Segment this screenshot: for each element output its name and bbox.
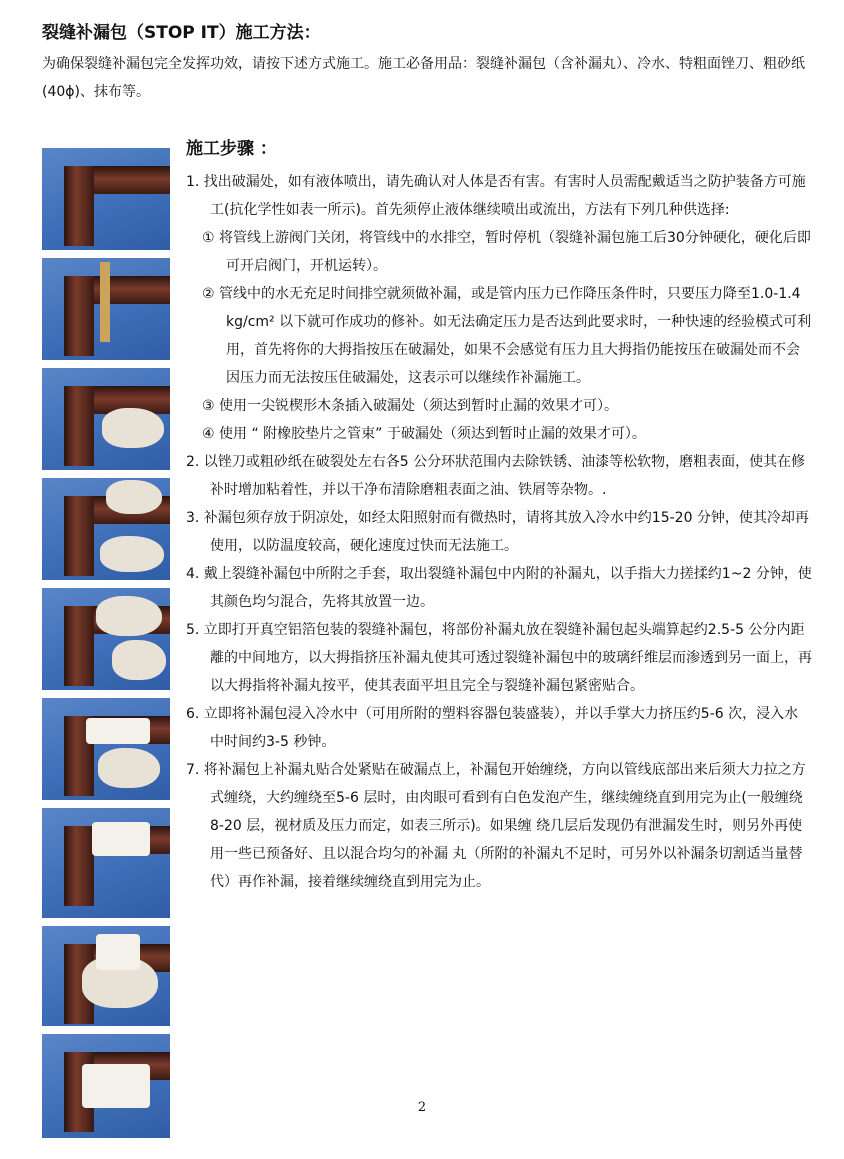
page-number: 2 (417, 1100, 427, 1115)
step-7: 7. 将补漏包上补漏丸贴合处紧贴在破漏点上，补漏包开始缠绕，方向以管线底部出来后须大力拉之方式缠绕，大约缠绕至5-6 层时，由肉眼可看到有白色发泡产生，继续缠绕直到用完为止(一般缠绕 8-20 层，视材质及压力而定，如表三所示)。如果缠 绕几层后发现仍有泄漏发生时，则另外再使用一些已预备好、且以混合均匀的补漏 丸（所附的补漏丸不足时，可另外以补漏条切割适当量替代）再作补漏，接着继续缠绕直到用完为止。 (186, 762, 806, 890)
step-photo-2 (42, 258, 170, 360)
step-photo-1 (42, 148, 170, 250)
step-6: 6. 立即将补漏包浸入冷水中（可用所附的塑料容器包装盛装），并以手掌大力挤压约5-6 次，浸入水中时间约3-5 秒钟。 (186, 706, 799, 750)
photo-strip (42, 148, 170, 1138)
step-photo-7 (42, 808, 170, 918)
step-photo-6 (42, 698, 170, 800)
step-5: 5. 立即打开真空铝箔包装的裂缝补漏包，将部份补漏丸放在裂缝补漏包起头端算起约2.5-5 公分内距離的中间地方，以大拇指挤压补漏丸使其可透过裂缝补漏包中的玻璃纤维层而渗透到另一面上，再以大拇指将补漏丸按平，使其表面平坦且完全与裂缝补漏包紧密贴合。 (186, 622, 812, 694)
step-photo-3 (42, 368, 170, 470)
step-1-option-3: ③ 使用一尖锐楔形木条插入破漏处（须达到暂时止漏的效果才可）。 (202, 398, 618, 414)
step-2: 2. 以锉刀或粗砂纸在破裂处左右各5 公分环狀范围内去除铁锈、油漆等松软物，磨粗表面，使其在修补时增加粘着性，并以干净布清除磨粗表面之油、铁屑等杂物。. (186, 454, 806, 498)
step-photo-8 (42, 926, 170, 1026)
step-photo-9 (42, 1034, 170, 1138)
step-4: 4. 戴上裂缝补漏包中所附之手套，取出裂缝补漏包中内附的补漏丸，以手指大力搓揉约1~2 分钟，使其颜色均匀混合，先将其放置一边。 (186, 566, 812, 610)
intro-paragraph: 为确保裂缝补漏包完全发挥功效，请按下述方式施工。施工必备用品：裂缝补漏包（含补漏丸）、冷水、特粗面锉刀、粗砂纸(40ϕ)、抹布等。 (42, 56, 805, 100)
steps-list (186, 168, 812, 896)
step-1-option-4: ④ 使用 “ 附橡胶垫片之管束” 于破漏处（须达到暂时止漏的效果才可）。 (202, 426, 646, 442)
step-1-option-2: ② 管线中的水无充足时间排空就须做补漏，或是管内压力已作降压条件时，只要压力降至1.0-1.4 kg/cm² 以下就可作成功的修补。如无法确定压力是否达到此要求时，一种快速的经验模式可利用，首先将你的大拇指按压在破漏处，如果不会感觉有压力且大拇指仍能按压在破漏处而不会因压力而无法按压住破漏处，这表示可以继续作补漏施工。 (202, 286, 812, 386)
steps-heading: 施工步骤 ： (186, 139, 277, 159)
step-photo-5 (42, 588, 170, 690)
step-photo-4 (42, 478, 170, 580)
step-1: 1. 找出破漏处，如有液体喷出，请先确认对人体是否有害。有害时人员需配戴适当之防护装备方可施工(抗化学性如表一所示)。首先须停止液体继续喷出或流出，方法有下列几种供选择: (186, 174, 806, 218)
document-title: 裂缝补漏包（STOP IT）施工方法： (42, 23, 321, 43)
step-3: 3. 补漏包须存放于阴凉处，如经太阳照射而有微热时，请将其放入冷水中约15-20 分钟，使其冷却再使用，以防温度较高，硬化速度过快而无法施工。 (186, 510, 809, 554)
step-1-option-1: ① 将管线上游阀门关闭，将管线中的水排空，暂时停机（裂缝补漏包施工后30分钟硬化，硬化后即可开启阀门，开机运转）。 (202, 230, 811, 274)
